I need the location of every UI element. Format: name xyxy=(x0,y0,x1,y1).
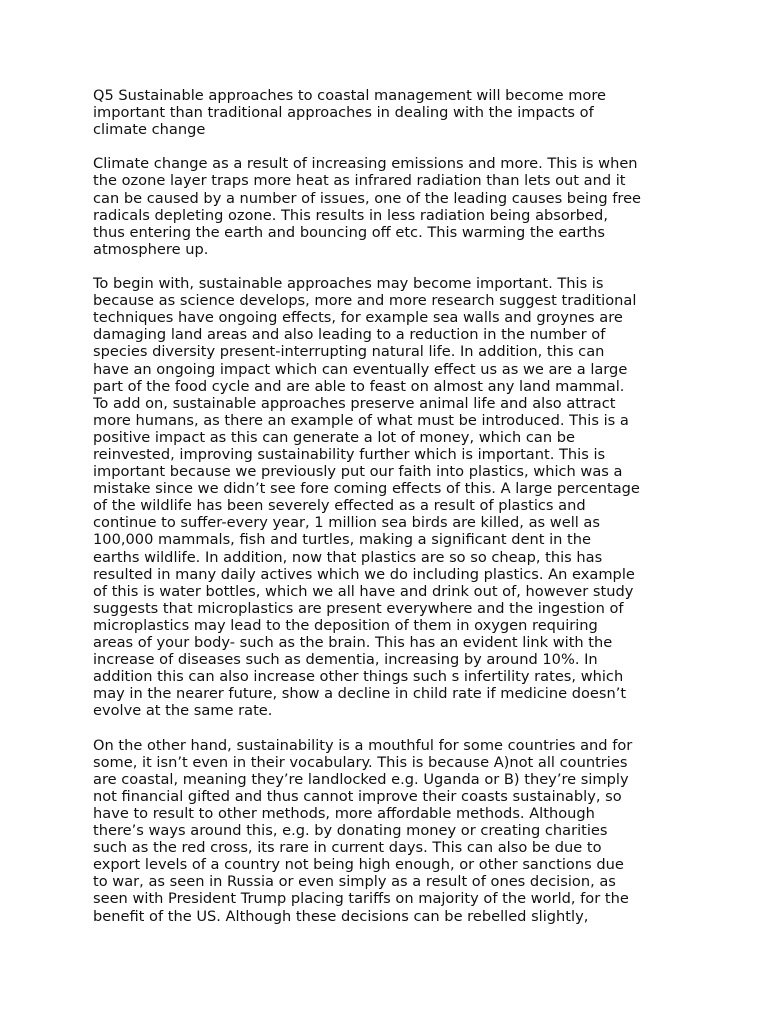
essay-body xyxy=(93,87,683,942)
paragraph-introduction: Climate change as a result of increasing emissions and more. This is when the ozone layer traps more heat as infrared radiation than lets out and it can be caused by a number of issues, one of the leading causes being free radicals depleting ozone. This results in less radiation being absorbed, thus entering the earth and bouncing off etc. This warming the earths atmosphere up. xyxy=(93,155,642,258)
question-heading: Q5 Sustainable approaches to coastal management will become more important than traditional approaches in dealing with the impacts of climate change xyxy=(93,87,607,139)
paragraph-counter-argument: On the other hand, sustainability is a mouthful for some countries and for some, it isn’t even in their vocabulary. This is because A)not all countries are coastal, meaning they’re landlocked e.g. Uganda or B) they’re simply not financial gifted and thus cannot improve their coasts sustainably, so have to result to other methods, more affordable methods. Although there’s ways around this, e.g. by donating money or creating charities such as the red cross, its rare in current days. This can also be due to export levels of a country not being high enough, or other sanctions due to war, as seen in Russia or even simply as a result of ones decision, as seen with President Trump placing tariffs on majority of the world, for the benefit of the US. Although these decisions can be rebelled slightly, xyxy=(93,736,633,925)
paragraph-sustainable-approaches: To begin with, sustainable approaches may become important. This is because as science develops, more and more research suggest traditional techniques have ongoing effects, for example sea walls and groynes are damaging land areas and also leading to a reduction in the number of species diversity present-interrupting natural life. In addition, this can have an ongoing impact which can eventually effect us as we are a large part of the food cycle and are able to feast on almost any land mammal. To add on, sustainable approaches preserve animal life and also attract more humans, as there an example of what must be introduced. This is a positive impact as this can generate a lot of money, which can be reinvested, improving sustainability further which is important. This is important because we previously put our faith into plastics, which was a mistake since we didn’t see fore coming effects of this. A large percentage of the wildlife has been severely effected as a result of plastics and continue to suffer-every year, 1 million sea birds are killed, as well as 100,000 mammals, fish and turtles, making a significant dent in the earths wildlife. In addition, now that plastics are so so cheap, this has resulted in many daily actives which we do including plastics. An example of this is water bottles, which we all have and drink out of, however study suggests that microplastics are present everywhere and the ingestion of microplastics may lead to the deposition of them in oxygen requiring areas of your body- such as the brain. This has an evident link with the increase of diseases such as dementia, increasing by around 10%. In addition this can also increase other things such s infertility rates, which may in the nearer future, show a decline in child rate if medicine doesn’t evolve at the same rate. xyxy=(93,275,640,720)
